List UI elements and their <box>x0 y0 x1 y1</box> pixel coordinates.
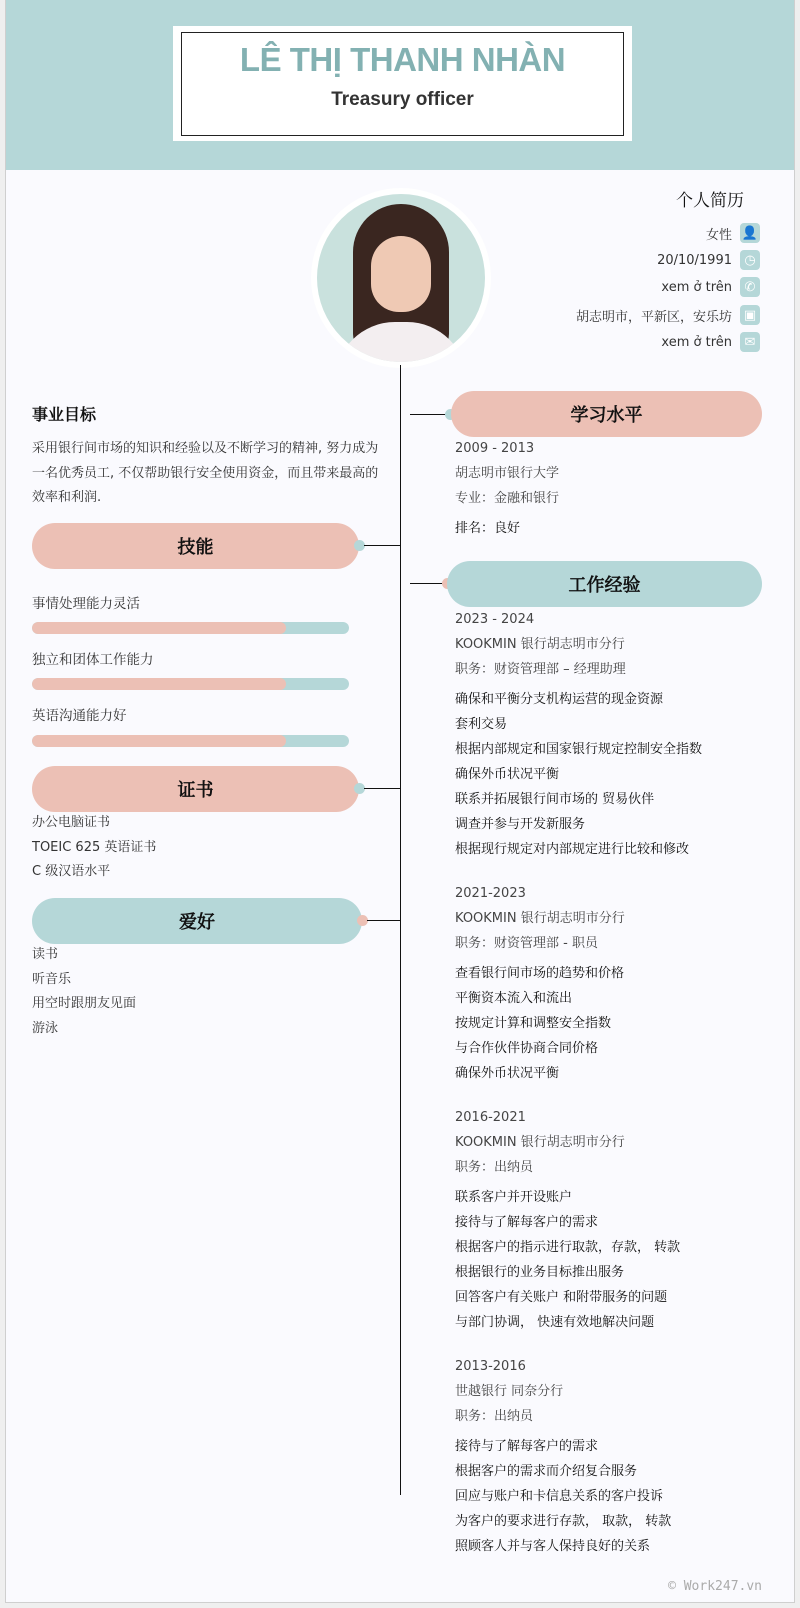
job-duty: 调查并参与开发新服务 <box>455 817 586 832</box>
list-item: C 级汉语水平 <box>32 864 111 879</box>
list-item: 读书 <box>32 947 59 962</box>
job-duty: 接待与了解每客户的需求 <box>455 1439 599 1454</box>
list-item: 用空时跟朋友见面 <box>32 996 137 1011</box>
header-band <box>6 0 794 170</box>
job-duty: 回答客户有关账户 和附带服务的问题 <box>455 1290 668 1305</box>
resume-page <box>5 0 795 1603</box>
profile-row <box>657 249 760 271</box>
skill-bar <box>32 622 349 634</box>
objective-text: 采用银行间市场的知识和经验以及不断学习的精神, 努力成为 一名优秀员工, 不仅帮助银行安全使用资金，而且带来最高的 效率和利润. <box>32 441 379 505</box>
job-duty: 平衡资本流入和流出 <box>455 991 573 1006</box>
skill-label: 独立和团体工作能力 <box>32 652 154 668</box>
skill-bar <box>32 735 349 747</box>
job-duty: 按规定计算和调整安全指数 <box>455 1016 612 1031</box>
job-entry <box>455 1105 775 1335</box>
envelope-icon: ✉ <box>740 332 760 352</box>
address-book-icon: ▣ <box>740 305 760 325</box>
experience-list <box>455 607 775 1578</box>
profile-row-text: xem ở trên <box>661 334 732 350</box>
job-duty: 套利交易 <box>455 717 508 732</box>
profile-row-text: 女性 <box>705 227 732 243</box>
job-entry <box>455 881 775 1086</box>
job-company: KOOKMIN 银行胡志明市分行 <box>455 1135 625 1150</box>
job-period: 2023 - 2024 <box>455 612 535 627</box>
job-title: Treasury officer <box>331 89 474 110</box>
experience-heading: 工作经验 <box>447 561 762 607</box>
profile-row <box>661 331 760 353</box>
watermark: © Work247.vn <box>668 1579 762 1594</box>
job-duty: 根据银行的业务目标推出服务 <box>455 1265 625 1280</box>
job-duty: 为客户的要求进行存款， 取款， 转款 <box>455 1514 672 1529</box>
skill-bar <box>32 678 349 690</box>
hobbies-list <box>32 943 136 1041</box>
job-duty: 回应与账户和卡信息关系的客户投诉 <box>455 1489 664 1504</box>
job-period: 2021-2023 <box>455 886 526 901</box>
job-duty: 根据客户的指示进行取款，存款， 转款 <box>455 1240 681 1255</box>
job-role: 职务：财资管理部 – 经理助理 <box>455 662 626 677</box>
connector-line <box>367 920 400 921</box>
job-duty: 根据内部规定和国家银行规定控制安全指数 <box>455 742 703 757</box>
skill-label: 英语沟通能力好 <box>32 708 127 724</box>
certificates-heading: 证书 <box>32 766 359 812</box>
job-company: KOOKMIN 银行胡志明市分行 <box>455 911 625 926</box>
objective-heading: 事业目标 <box>32 405 97 424</box>
list-item: TOEIC 625 英语证书 <box>32 839 157 855</box>
job-role: 职务：出纳员 <box>455 1409 534 1424</box>
job-company: 世越银行 同奈分行 <box>455 1384 564 1399</box>
phone-icon: ✆ <box>740 277 760 297</box>
connector-line <box>364 545 400 546</box>
job-duty: 联系客户并开设账户 <box>455 1190 573 1205</box>
profile-row-text: xem ở trên <box>661 279 732 295</box>
profile-heading: 个人简历 <box>676 191 744 211</box>
profile-row <box>706 222 760 244</box>
clock-icon: ◷ <box>740 250 760 270</box>
name-box <box>173 26 632 141</box>
job-duty: 根据客户的需求而介绍复合服务 <box>455 1464 638 1479</box>
job-duty: 接待与了解每客户的需求 <box>455 1215 599 1230</box>
profile-row-text: 胡志明市，平新区，安乐坊 <box>575 309 732 325</box>
job-duty: 根据现行规定对内部规定进行比较和修改 <box>455 842 690 857</box>
education-heading: 学习水平 <box>451 391 762 437</box>
job-duty: 确保外币状况平衡 <box>455 1066 560 1081</box>
job-duty: 查看银行间市场的趋势和价格 <box>455 966 625 981</box>
job-duty: 与部门协调， 快速有效地解决问题 <box>455 1315 655 1330</box>
job-role: 职务：财资管理部 - 职员 <box>455 936 598 951</box>
job-duty: 照顾客人并与客人保持良好的关系 <box>455 1539 651 1554</box>
job-company: KOOKMIN 银行胡志明市分行 <box>455 637 625 652</box>
list-item: 办公电脑证书 <box>32 815 111 830</box>
connector-line <box>410 414 446 415</box>
job-duty: 确保和平衡分支机构运营的现金资源 <box>455 692 664 707</box>
job-period: 2013-2016 <box>455 1359 526 1374</box>
job-role: 职务：出纳员 <box>455 1160 534 1175</box>
job-duty: 与合作伙伴协商合同价格 <box>455 1041 599 1056</box>
timeline-line <box>400 365 401 1495</box>
profile-row-text: 20/10/1991 <box>657 252 732 268</box>
skills-heading: 技能 <box>32 523 359 569</box>
connector-line <box>364 788 400 789</box>
profile-row <box>576 304 760 326</box>
list-item: 听音乐 <box>32 971 72 987</box>
list-item: 游泳 <box>32 1020 59 1036</box>
job-duty: 联系并拓展银行间市场的 贸易伙伴 <box>455 792 655 807</box>
job-duty: 确保外币状况平衡 <box>455 767 560 782</box>
person-icon: 👤 <box>740 223 760 243</box>
job-period: 2016-2021 <box>455 1110 526 1125</box>
hobbies-heading: 爱好 <box>32 898 362 944</box>
education-block: 2009 - 2013 胡志明市银行大学 专业：金融和银行 排名：良好 <box>455 441 560 536</box>
job-entry <box>455 1354 775 1559</box>
connector-line <box>410 583 443 584</box>
profile-row <box>661 276 760 298</box>
profile-photo <box>311 188 491 368</box>
certificates-list <box>32 811 156 885</box>
candidate-name: LÊ THỊ THANH NHÀN <box>239 41 566 78</box>
skill-label: 事情处理能力灵活 <box>32 596 140 612</box>
job-entry <box>455 607 775 862</box>
